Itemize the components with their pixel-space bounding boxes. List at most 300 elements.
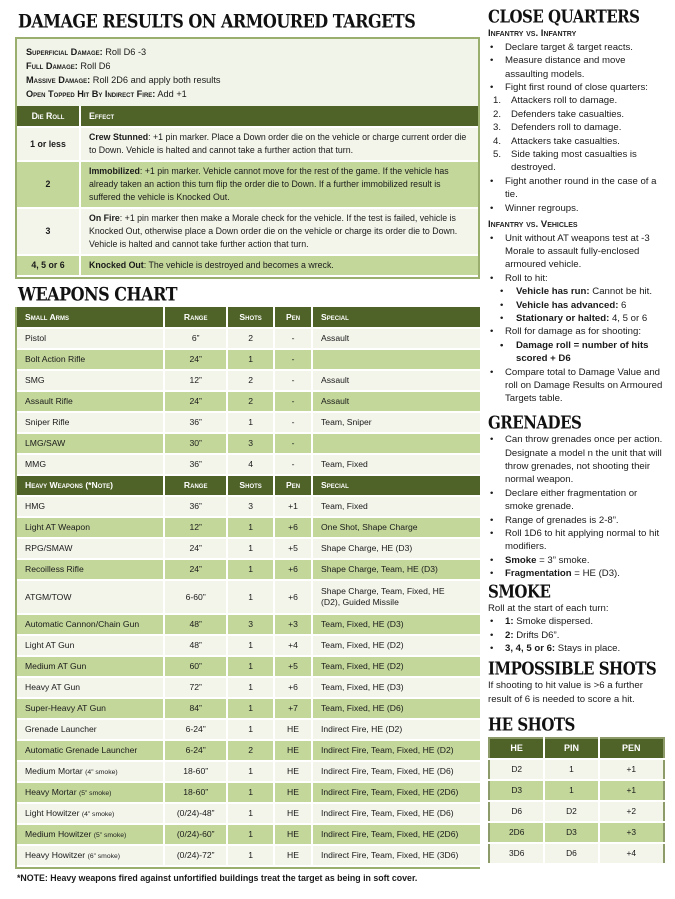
step-text: Side taking most casualties is destroyed. <box>511 149 637 174</box>
weapon-special: Indirect Fire, Team, Fixed, HE (2D6) <box>312 824 480 845</box>
he-cell: D6 <box>544 843 598 864</box>
weapon-range: 6-60” <box>164 580 227 614</box>
table-row <box>17 127 478 161</box>
weapon-shots: 1 <box>227 656 274 677</box>
step-number: 5. <box>493 149 502 161</box>
step-text: Attackers take casualties. <box>511 135 620 147</box>
cq-vehicles-list-3 <box>488 366 668 406</box>
weapon-pen: - <box>274 391 312 412</box>
table-row <box>17 391 480 412</box>
weapon-name <box>17 328 164 349</box>
table-row <box>17 614 480 635</box>
grenade-smoke-text: = 3” smoke. <box>536 554 590 566</box>
table-row <box>17 559 480 580</box>
table-row <box>17 656 480 677</box>
he-cell: 2D6 <box>489 822 544 843</box>
weapon-name <box>17 656 164 677</box>
hit-rule-text: 4, 5 or 6 <box>609 312 648 324</box>
weapon-range: 6-24” <box>164 740 227 761</box>
step-number: 3. <box>493 122 502 134</box>
column-header: Die Roll <box>17 106 80 127</box>
damage-results-title: DAMAGE RESULTS ON ARMOURED TARGETS <box>18 10 416 32</box>
table-header-row <box>17 106 478 127</box>
damage-roll-list <box>488 339 668 366</box>
weapon-pen: +6 <box>274 580 312 614</box>
he-cell: D3 <box>489 780 544 801</box>
weapon-range: 36” <box>164 412 227 433</box>
grenades-list <box>488 433 668 580</box>
smoke-list <box>488 615 668 655</box>
table-row <box>17 433 480 454</box>
weapon-range: 48” <box>164 614 227 635</box>
table-row <box>17 496 480 517</box>
weapon-range: 24” <box>164 349 227 370</box>
effect <box>80 161 478 208</box>
weapon-pen: - <box>274 412 312 433</box>
weapon-name <box>17 740 164 761</box>
grenade-smoke <box>488 554 668 567</box>
weapon-name <box>17 454 164 475</box>
column-header: Heavy Weapons (*Note) <box>17 475 164 496</box>
column-header: Special <box>312 475 480 496</box>
weapon-name-text: Light AT Weapon <box>25 522 90 532</box>
weapon-name <box>17 433 164 454</box>
weapon-pen: - <box>274 433 312 454</box>
weapon-shots: 1 <box>227 412 274 433</box>
weapon-name <box>17 782 164 803</box>
weapon-shots: 1 <box>227 538 274 559</box>
weapon-shots: 2 <box>227 391 274 412</box>
damage-modifier <box>26 87 469 101</box>
smoke-note: (5” smoke) <box>93 831 127 839</box>
he-cell: D6 <box>489 801 544 822</box>
smoke-note: (4” smoke) <box>81 810 115 818</box>
weapon-name-text: ATGM/TOW <box>25 591 72 602</box>
step-number: 4. <box>493 135 502 147</box>
damage-modifiers <box>17 39 478 106</box>
list-item: • Unit without AT weapons test at -3 Morale to assault fully-enclosed armoured vehicle. <box>488 232 668 272</box>
weapon-special: Team, Fixed, HE (D2) <box>312 635 480 656</box>
cq-vehicles-list <box>488 232 668 286</box>
grenade-frag-text: = HE (D3). <box>571 568 620 580</box>
weapon-range: 12” <box>164 370 227 391</box>
impossible-shots-text: If shooting to hit value is >6 a further result of 6 is needed to score a hit. <box>488 680 643 705</box>
grenade-frag <box>488 567 668 580</box>
close-quarters-title: CLOSE QUARTERS <box>488 6 640 28</box>
weapon-special: Team, Sniper <box>312 412 480 433</box>
weapon-name-text: SMG <box>25 375 45 385</box>
step-item <box>488 94 668 107</box>
list-item: • Roll 1D6 to hit applying normal to hit modifiers. <box>488 527 668 554</box>
weapon-special: Indirect Fire, HE (D2) <box>312 719 480 740</box>
effect-text: : +1 pin marker. Place a Down order die on the vehicle or charge current order die to Down. Vehicle is halted and cannot take a further action that turn. <box>89 132 467 155</box>
weapon-shots: 1 <box>227 349 274 370</box>
he-cell: +2 <box>599 801 664 822</box>
weapon-shots: 1 <box>227 719 274 740</box>
weapon-range: 12” <box>164 517 227 538</box>
weapon-pen: HE <box>274 782 312 803</box>
heavy-weapons-note: *NOTE: Heavy weapons fired against unfortified buildings treat the target as being in soft cover. <box>17 873 418 883</box>
smoke-result-text: Drifts D6”. <box>513 629 560 641</box>
weapon-name-text: Heavy Howitzer <box>25 849 86 860</box>
he-shots-title: HE SHOTS <box>488 714 575 736</box>
step-text: Defenders roll to damage. <box>511 122 622 134</box>
weapon-pen: +6 <box>274 517 312 538</box>
list-item: • Winner regroups. <box>488 202 668 215</box>
modifier-label: Full Damage: <box>26 61 78 71</box>
he-cell: +4 <box>599 843 664 864</box>
table-row <box>17 517 480 538</box>
column-header: Shots <box>227 307 274 328</box>
weapon-range: 6-24” <box>164 719 227 740</box>
weapon-name <box>17 845 164 866</box>
weapon-special: Shape Charge, HE (D3) <box>312 538 480 559</box>
weapon-special: Indirect Fire, Team, Fixed, HE (D6) <box>312 761 480 782</box>
list-item: • Fight first round of close quarters: <box>488 81 668 94</box>
hit-rule <box>488 285 668 298</box>
table-header-row <box>17 475 480 496</box>
table-row <box>17 208 478 255</box>
weapon-shots: 1 <box>227 803 274 824</box>
weapon-pen: +5 <box>274 656 312 677</box>
weapon-shots: 1 <box>227 845 274 866</box>
column-header: PEN <box>599 738 664 759</box>
weapon-name-text: Automatic Cannon/Chain Gun <box>25 619 140 629</box>
he-cell: 3D6 <box>489 843 544 864</box>
step-item <box>488 135 668 148</box>
column-header: Pen <box>274 475 312 496</box>
weapon-name <box>17 370 164 391</box>
weapon-range: 18-60” <box>164 761 227 782</box>
infantry-vs-infantry-heading: Infantry vs. Infantry <box>488 28 577 40</box>
impossible-shots-title: IMPOSSIBLE SHOTS <box>488 658 657 679</box>
hit-rule-text: Cannot be hit. <box>589 286 652 298</box>
he-cell: +3 <box>599 822 664 843</box>
smoke-result-label: 3, 4, 5 or 6: <box>505 643 556 655</box>
step-text: Attackers roll to damage. <box>511 95 618 107</box>
weapon-range: 60” <box>164 656 227 677</box>
damage-table <box>17 106 478 277</box>
weapon-shots: 1 <box>227 580 274 614</box>
weapon-pen: +1 <box>274 496 312 517</box>
table-row <box>17 412 480 433</box>
weapon-special: Shape Charge, Team, Fixed, HE (D2), Guided Missile <box>312 580 480 614</box>
list-item: • Roll for damage as for shooting: <box>488 325 668 338</box>
he-cell: +1 <box>599 759 664 780</box>
right-column <box>488 0 668 865</box>
list-item: • Roll to hit: <box>488 272 668 285</box>
weapon-special: Indirect Fire, Team, Fixed, HE (D2) <box>312 740 480 761</box>
table-row <box>17 677 480 698</box>
grenade-smoke-label: Smoke <box>505 554 537 566</box>
weapon-name <box>17 517 164 538</box>
weapon-name-text: Light AT Gun <box>25 640 75 650</box>
weapon-pen: HE <box>274 845 312 866</box>
cq-infantry-list <box>488 41 668 95</box>
die-roll: 4, 5 or 6 <box>17 255 80 276</box>
effect-label: Knocked Out <box>89 260 144 270</box>
weapon-name <box>17 677 164 698</box>
weapon-name <box>17 580 164 614</box>
weapon-pen: +6 <box>274 559 312 580</box>
he-cell: D3 <box>544 822 598 843</box>
weapon-name-text: Heavy AT Gun <box>25 682 81 692</box>
weapon-special: Team, Fixed <box>312 496 480 517</box>
weapon-pen: - <box>274 370 312 391</box>
grenades-title: GRENADES <box>488 412 582 434</box>
table-row <box>17 719 480 740</box>
column-header: Special <box>312 307 480 328</box>
smoke-note: (4” smoke) <box>85 768 118 776</box>
weapon-name-text: Grenade Launcher <box>25 724 97 734</box>
weapon-pen: +7 <box>274 698 312 719</box>
weapon-name-text: RPG/SMAW <box>25 543 73 553</box>
column-header: HE <box>489 738 544 759</box>
effect <box>80 208 478 255</box>
weapon-name <box>17 803 164 824</box>
hit-rule-label: Stationary or halted: <box>516 312 610 324</box>
weapon-pen: +4 <box>274 635 312 656</box>
weapon-name-text: Pistol <box>25 333 47 343</box>
weapon-name <box>17 349 164 370</box>
weapon-range: (0/24)-48” <box>164 803 227 824</box>
weapon-range: 24” <box>164 538 227 559</box>
weapon-pen: - <box>274 349 312 370</box>
weapon-special: Assault <box>312 391 480 412</box>
weapon-name <box>17 614 164 635</box>
smoke-result-label: 1: <box>505 616 514 628</box>
weapon-name-text: MMG <box>25 459 47 469</box>
weapon-name-text: Light Howitzer <box>25 807 80 818</box>
die-roll: 2 <box>17 161 80 208</box>
weapon-name-text: Heavy Mortar <box>25 786 77 797</box>
table-row <box>17 740 480 761</box>
hit-rule-label: Vehicle has run: <box>516 286 590 298</box>
weapon-shots: 3 <box>227 433 274 454</box>
he-cell: D2 <box>544 801 598 822</box>
list-item: • Fight another round in the case of a tie. <box>488 175 668 202</box>
weapon-range: (0/24)-60” <box>164 824 227 845</box>
smoke-result <box>488 642 668 655</box>
weapons-chart-title: WEAPONS CHART <box>18 283 177 305</box>
column-header: Pen <box>274 307 312 328</box>
die-roll: 1 or less <box>17 127 80 161</box>
weapon-range: 48” <box>164 635 227 656</box>
column-header: Effect <box>80 106 478 127</box>
table-row <box>17 454 480 475</box>
weapon-name-text: Assault Rifle <box>25 396 73 406</box>
weapon-special: Shape Charge, Team, HE (D3) <box>312 559 480 580</box>
smoke-intro: Roll at the start of each turn: <box>488 603 609 615</box>
table-row <box>17 845 480 866</box>
weapon-special: Indirect Fire, Team, Fixed, HE (3D6) <box>312 845 480 866</box>
smoke-note: (5” smoke) <box>78 789 112 797</box>
column-header: PIN <box>544 738 598 759</box>
weapon-range: (0/24)-72” <box>164 845 227 866</box>
weapon-name <box>17 719 164 740</box>
list-item: • Compare total to Damage Value and roll on Damage Results on Armoured Targets table. <box>488 366 668 406</box>
list-item: • Range of grenades is 2-8”. <box>488 514 668 527</box>
effect <box>80 255 478 276</box>
step-text: Defenders take casualties. <box>511 108 625 120</box>
weapon-special: Team, Fixed <box>312 454 480 475</box>
damage-roll-rule: • Damage roll = number of hits scored + D6 <box>488 339 668 366</box>
effect-text: : +1 pin marker then make a Morale check for the vehicle. If the test is failed, vehicle is Knocked Out, otherwise place a Down order die on the vehicle or charge its order die to Down. Vehicle is halted and cannot take further action that turn. <box>89 213 458 249</box>
weapon-special: Team, Fixed, HE (D2) <box>312 656 480 677</box>
step-item <box>488 148 668 175</box>
weapon-range: 36” <box>164 496 227 517</box>
weapon-name-text: Medium Howitzer <box>25 828 92 839</box>
weapon-name-text: Super-Heavy AT Gun <box>25 703 106 713</box>
list-item: • Declare target & target reacts. <box>488 41 668 54</box>
effect-text: : The vehicle is destroyed and becomes a wreck. <box>143 260 334 270</box>
weapon-shots: 1 <box>227 824 274 845</box>
table-row <box>17 370 480 391</box>
step-number: 1. <box>493 95 502 107</box>
weapon-name <box>17 698 164 719</box>
weapon-range: 36” <box>164 454 227 475</box>
weapon-special <box>312 433 480 454</box>
weapon-special: Assault <box>312 370 480 391</box>
damage-modifier <box>26 45 469 59</box>
weapon-shots: 1 <box>227 761 274 782</box>
weapon-pen: +5 <box>274 538 312 559</box>
weapon-pen: +6 <box>274 677 312 698</box>
weapon-name-text: HMG <box>25 501 46 511</box>
weapon-special: One Shot, Shape Charge <box>312 517 480 538</box>
he-cell: +1 <box>599 780 664 801</box>
weapon-name-text: Medium AT Gun <box>25 661 87 671</box>
weapon-pen: HE <box>274 740 312 761</box>
modifier-value: Add +1 <box>155 89 187 99</box>
weapon-special: Assault <box>312 328 480 349</box>
weapon-pen: HE <box>274 824 312 845</box>
modifier-value: Roll D6 -3 <box>102 47 147 57</box>
weapon-special: Indirect Fire, Team, Fixed, HE (D6) <box>312 803 480 824</box>
weapon-name <box>17 412 164 433</box>
weapon-pen: HE <box>274 761 312 782</box>
smoke-result <box>488 629 668 642</box>
table-row <box>17 161 478 208</box>
weapon-range: 18-60” <box>164 782 227 803</box>
step-item <box>488 121 668 134</box>
table-row <box>17 824 480 845</box>
table-row <box>489 759 664 780</box>
weapon-name-text: LMG/SAW <box>25 438 66 448</box>
weapon-special: Team, Fixed, HE (D3) <box>312 614 480 635</box>
table-row <box>17 580 480 614</box>
weapon-name <box>17 824 164 845</box>
column-header: Range <box>164 307 227 328</box>
damage-modifier <box>26 59 469 73</box>
step-item <box>488 108 668 121</box>
modifier-value: Roll 2D6 and apply both results <box>90 75 221 85</box>
weapon-special: Indirect Fire, Team, Fixed, HE (2D6) <box>312 782 480 803</box>
weapon-name-text: Recoilless Rifle <box>25 564 84 574</box>
weapon-name <box>17 391 164 412</box>
effect-text: : +1 pin marker. Vehicle cannot move for the rest of the game. If the vehicle has already taken an action this turn flip the order die to Down. If a further immobilized result is suffered the vehicle is Knocked Out. <box>89 166 449 202</box>
weapon-name-text: Medium Mortar <box>25 765 83 776</box>
smoke-result <box>488 615 668 628</box>
weapons-chart <box>15 307 480 869</box>
column-header: Shots <box>227 475 274 496</box>
weapon-name-text: Automatic Grenade Launcher <box>25 745 138 755</box>
modifier-label: Open Topped Hit By Indirect Fire: <box>26 89 156 99</box>
weapon-range: 84” <box>164 698 227 719</box>
table-header-row <box>489 738 664 759</box>
effect-label: Immobilized <box>89 166 140 176</box>
table-row <box>17 349 480 370</box>
weapon-name <box>17 496 164 517</box>
weapon-special: Team, Fixed, HE (D3) <box>312 677 480 698</box>
smoke-result-label: 2: <box>505 629 514 641</box>
weapon-name <box>17 761 164 782</box>
cq-infantry-list-2 <box>488 175 668 215</box>
weapon-name <box>17 559 164 580</box>
weapon-shots: 3 <box>227 496 274 517</box>
damage-results-box <box>15 37 480 279</box>
hit-rule <box>488 312 668 325</box>
weapon-shots: 1 <box>227 559 274 580</box>
table-row <box>17 328 480 349</box>
smoke-title: SMOKE <box>488 581 551 602</box>
modifier-value: Roll D6 <box>77 61 111 71</box>
weapon-name-text: Sniper Rifle <box>25 417 70 427</box>
table-row <box>489 801 664 822</box>
weapon-shots: 1 <box>227 677 274 698</box>
weapon-special <box>312 349 480 370</box>
cq-vehicles-list-2 <box>488 325 668 338</box>
he-cell: 1 <box>544 759 598 780</box>
weapon-shots: 1 <box>227 635 274 656</box>
effect-label: Crew Stunned <box>89 132 149 142</box>
infantry-vs-vehicles-heading: Infantry vs. Vehicles <box>488 219 578 231</box>
hit-rule-text: 6 <box>618 299 627 311</box>
table-row <box>489 843 664 864</box>
hit-rules-list <box>488 285 668 325</box>
weapon-shots: 1 <box>227 782 274 803</box>
modifier-label: Massive Damage: <box>26 75 91 85</box>
weapon-range: 24” <box>164 391 227 412</box>
weapons-table <box>17 307 480 867</box>
list-item: • Declare either fragmentation or smoke grenade. <box>488 487 668 514</box>
weapon-range: 6” <box>164 328 227 349</box>
smoke-result-text: Stays in place. <box>555 643 621 655</box>
weapon-pen: HE <box>274 803 312 824</box>
table-header-row <box>17 307 480 328</box>
cq-steps-list <box>488 94 668 174</box>
he-cell: 1 <box>544 780 598 801</box>
weapon-pen: - <box>274 328 312 349</box>
weapon-name-text: Bolt Action Rifle <box>25 354 86 364</box>
table-row <box>489 822 664 843</box>
weapon-pen: - <box>274 454 312 475</box>
die-roll: 3 <box>17 208 80 255</box>
he-shots-table <box>488 737 665 865</box>
column-header: Small Arms <box>17 307 164 328</box>
hit-rule-label: Vehicle has advanced: <box>516 299 619 311</box>
effect <box>80 127 478 161</box>
table-row <box>17 255 478 276</box>
weapon-range: 30” <box>164 433 227 454</box>
hit-rule <box>488 299 668 312</box>
table-row <box>17 761 480 782</box>
table-row <box>17 698 480 719</box>
smoke-note: (6” smoke) <box>87 852 121 860</box>
column-header: Range <box>164 475 227 496</box>
table-row <box>17 803 480 824</box>
table-row <box>17 538 480 559</box>
